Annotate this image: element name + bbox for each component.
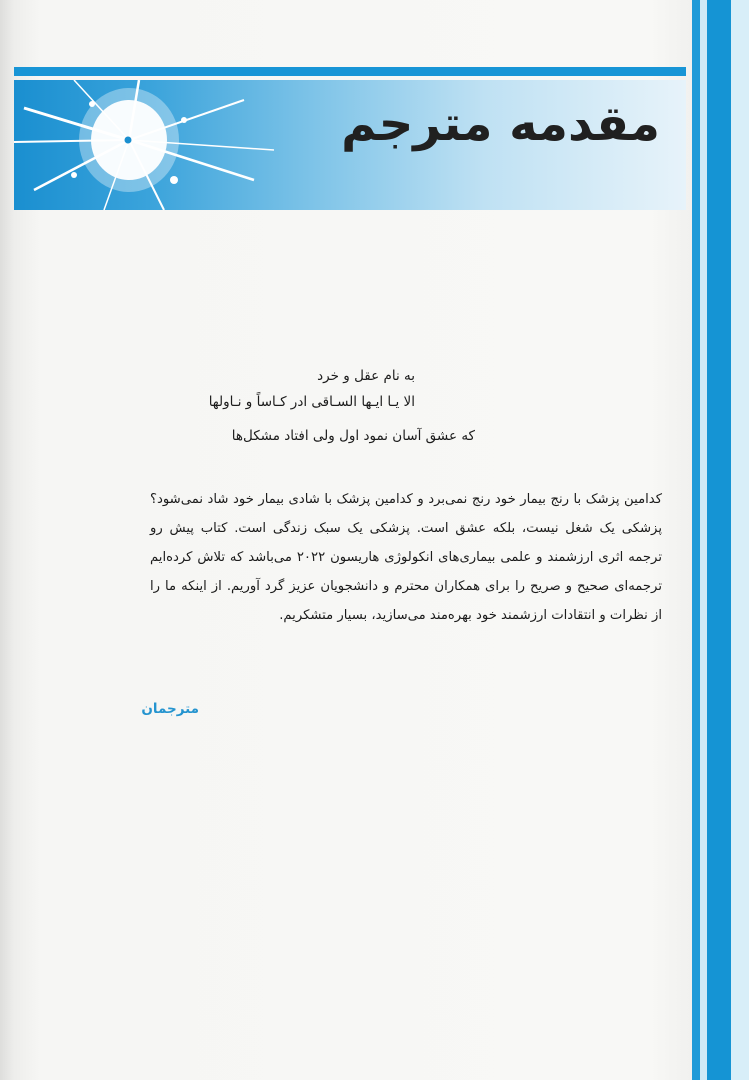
right-edge-stripe <box>731 0 749 1080</box>
header-rule <box>14 67 686 76</box>
title-banner <box>14 80 686 210</box>
right-edge-stripe <box>707 0 731 1080</box>
page-title: مقدمه مترجم <box>341 96 660 152</box>
preface-paragraph: کدامین پزشک با رنج بیمار خود رنج نمی‌برد و کدامین پزشک با شادی بیمار خود شاد نمی‌شود؟ پزشکی یک شغل نیست، بلکه عشق است. پزشکی یک سبک زندگی است. کتاب پیش رو ترجمه اثری ارزشمند و علمی بیماری‌های انکولوژی هاریسون ۲۰۲۲ می‌باشد که تلاش کرده‌ایم ترجمه‌ای صحیح و صریح را برای همکاران محترم و دانشجویان عزیز گرد آوریم. از اینکه ما را از نظرات و انتقادات ارزشمند خود بهره‌مند می‌سازید، بسیار متشکریم. <box>150 492 662 623</box>
right-edge-stripe <box>700 0 707 1080</box>
splash-burst-graphic <box>14 80 314 210</box>
poem-line: به نام عقل و خرد <box>317 368 415 384</box>
right-edge-stripe <box>692 0 700 1080</box>
page-fold-shadow <box>0 0 14 1080</box>
poem-line: الا یـا ایـها السـاقی ادر کـاساً و نـاولها <box>208 394 415 410</box>
poem-line: که عشق آسان نمود اول ولی افتاد مشکل‌ها <box>231 428 475 444</box>
translators-signature: مترجمان <box>141 701 199 717</box>
